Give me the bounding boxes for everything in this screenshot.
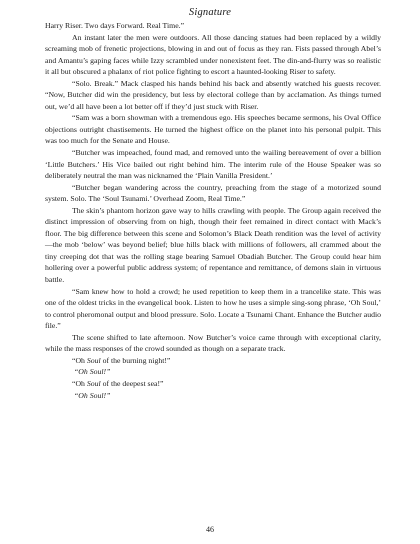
paragraph: “Sam knew how to hold a crowd; he used repetition to keep them in a trancelike state. This was one of the oldest tricks in the evangelical book. Listen to how he uses a simple sing-song phrase, ‘Oh Soul,’ to control pheromonal output and blood pressure. Solo. Locate a Tsunami Chant. Enhance the Butcher audio file.” bbox=[45, 286, 381, 331]
page-number: 46 bbox=[206, 525, 214, 534]
paragraph: “Sam was a born showman with a tremendous ego. His speeches became sermons, his Oval Office objections outright chastisements. He turned the highest office on the planet into his personal pulpit. This was too much for the Senate and House. bbox=[45, 113, 381, 146]
paragraph: “Butcher was impeached, found mad, and removed unto the wailing bereavement of over a billion ‘Little Butchers.’ His Vice bailed out right behind him. The interim rule of the House Speaker was so deliberately neutral the man was nicknamed the ‘Plain Vanilla President.’ bbox=[45, 148, 381, 181]
body-text bbox=[45, 20, 381, 401]
paragraph: “Butcher began wandering across the country, preaching from the stage of a motorized sound system. Solo. The ‘Soul Tsunami.’ Overhead Zoom, Real Time.” bbox=[45, 182, 381, 204]
running-head: Signature bbox=[188, 7, 232, 18]
paragraph: “Solo. Break.” Mack clasped his hands behind his back and absently watched his guests recover. “Now, Butcher did win the presidency, but less by electoral college than by acclamation. As things turned out, we’d all have been a lot better off if they’d just stuck with Riser. bbox=[45, 78, 381, 111]
paragraph: The skin’s phantom horizon gave way to hills crawling with people. The Group again received the distinct impression of observing from on high, though their feet remained in direct contact with Mack’s floor. The big difference between this scene and Solomon’s Black Death rendition was the level of activity—the mob ‘below’ was beyond belief; blue hills black with millions of followers, all crammed about the tiny creeping dot that was the rolling stage bearing Samuel Obadiah Butcher. The Group could hear him hollering over a powerful public address system; of repentance and remittance, of demons slain in virtuous battle. bbox=[45, 205, 381, 285]
chant-call-line: “Oh Soul of the burning night!” bbox=[72, 355, 171, 365]
paragraph: An instant later the men were outdoors. All those dancing statues had been replaced by a wildly screaming mob of frenetic projections, blowing in and out of focus as they ran. Fists passed through Abel’s and Amantu’s gaping faces while Izzy scrambled under nonexistent feet. The din-and-flurry was so realistic it all but obscured a phalanx of riot police fighting to escort a haunted-looking Riser to safety. bbox=[45, 32, 381, 77]
chant-response-line: “Oh Soul!” bbox=[74, 367, 111, 377]
chant-call-line: “Oh Soul of the deepest sea!” bbox=[72, 378, 164, 388]
paragraph: The scene shifted to late afternoon. Now Butcher’s voice came through with exceptional clarity, while the mass responses of the crowd sounded as though on a separate track. bbox=[45, 332, 381, 354]
paragraph-continued: Harry Riser. Two days Forward. Real Time.” bbox=[45, 21, 185, 30]
chant-response-line: “Oh Soul!” bbox=[74, 390, 111, 400]
